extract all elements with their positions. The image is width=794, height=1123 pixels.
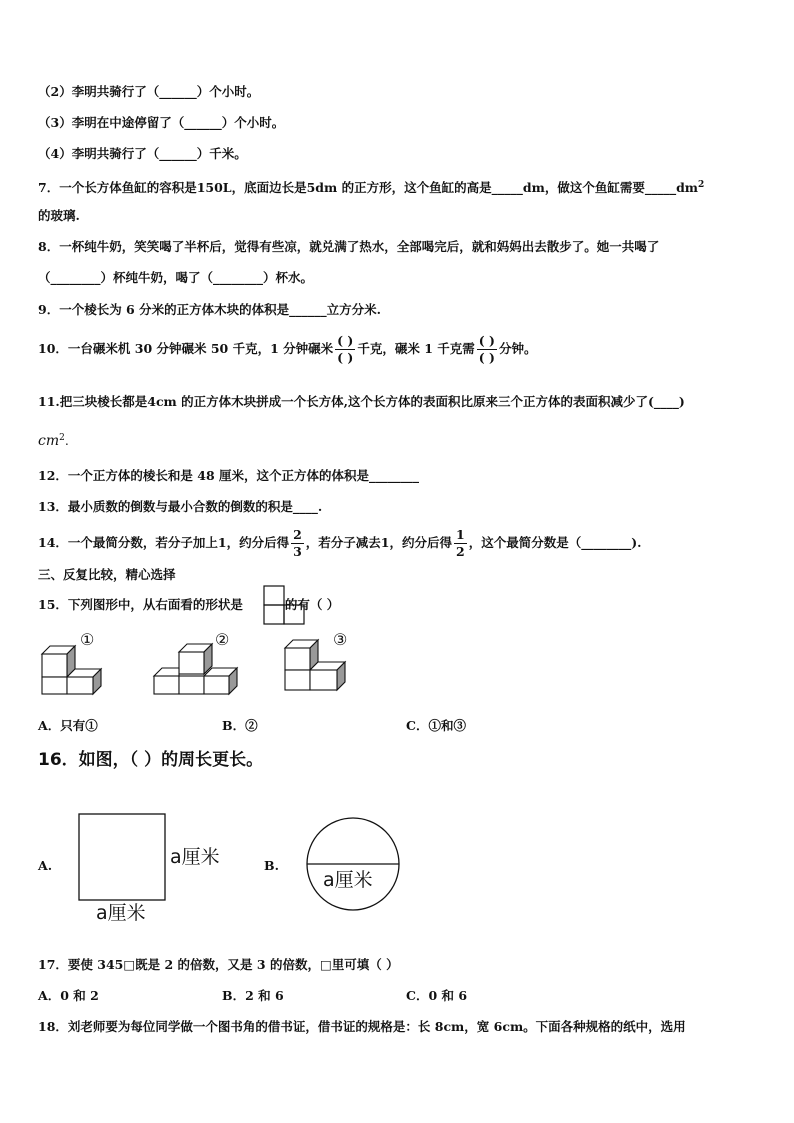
q10-frac2-den: ( ) — [478, 350, 495, 365]
q11-unit: cm — [38, 433, 60, 450]
q15-part2: 的有（ ） — [284, 597, 340, 612]
q15-option-a[interactable]: A．只有① — [38, 718, 98, 733]
q10-frac2-num: ( ) — [478, 333, 495, 348]
q7-sup: 2 — [698, 180, 705, 190]
q18-text: 18．刘老师要为每位同学做一个图书角的借书证，借书证的规格是：长 8cm，宽 6cm。下面各种规格的纸中，选用 — [38, 1019, 686, 1034]
q10-line — [38, 334, 536, 365]
q17-text: 17．要使 345□既是 2 的倍数，又是 3 的倍数，□里可填（ ） — [38, 957, 399, 972]
q16-label-bottom: a厘米 — [96, 902, 146, 924]
q14-f2-num: 1 — [456, 527, 465, 542]
q17-option-b[interactable]: B．2 和 6 — [222, 988, 284, 1003]
q14-f2-den: 2 — [456, 544, 465, 559]
q14-fraction-1 — [291, 528, 304, 559]
q10-part1: 10．一台碾米机 30 分钟碾米 50 千克，1 分钟碾米 — [38, 341, 334, 356]
q17-option-a[interactable]: A．0 和 2 — [38, 988, 99, 1003]
q6-part2: （2）李明共骑行了（______）个小时。 — [38, 84, 260, 99]
q13-text: 13．最小质数的倒数与最小合数的倒数的积是____. — [38, 499, 323, 514]
section-3-heading: 三、反复比较，精心选择 — [38, 567, 176, 582]
q10-part3: 分钟。 — [498, 341, 537, 356]
q15-option-c[interactable]: C．①和③ — [406, 718, 466, 733]
q16-square-figure — [78, 813, 168, 903]
q16-label-side: a厘米 — [170, 846, 220, 868]
q10-fraction-1 — [335, 334, 355, 365]
q15-label-1: ① — [80, 630, 95, 649]
q15-right-view-figure — [263, 585, 307, 627]
q10-part2: 千克，碾米 1 千克需 — [357, 341, 475, 356]
q8-line2: （________）杯纯牛奶，喝了（________）杯水。 — [38, 270, 314, 285]
q7-text: 7．一个长方体鱼缸的容积是150L，底面边长是5dm 的正方形，这个鱼缸的高是_____dm，做这个鱼缸需要_____dm — [38, 180, 699, 196]
q11-end: . — [64, 433, 69, 449]
q10-frac1-num: ( ) — [337, 333, 354, 348]
q6-part4: （4）李明共骑行了（______）千米。 — [38, 146, 247, 161]
q16-option-a[interactable]: A. — [38, 858, 53, 873]
q14-part1: 14．一个最简分数，若分子加上1，约分后得 — [38, 535, 290, 550]
q16-title: 16．如图，（ ）的周长更长。 — [38, 750, 264, 770]
q6-part3: （3）李明在中途停留了（______）个小时。 — [38, 115, 285, 130]
q15-part1: 15．下列图形中，从右面看的形状是 — [38, 597, 243, 612]
q17-option-c[interactable]: C．0 和 6 — [406, 988, 468, 1003]
q14-f1-num: 2 — [293, 527, 302, 542]
q15-label-3: ③ — [333, 630, 348, 649]
q11-sup: 2 — [59, 433, 65, 443]
q15-option-b[interactable]: B．② — [222, 718, 258, 733]
q16-circle-figure — [305, 817, 401, 913]
q10-fraction-2 — [477, 334, 497, 365]
q10-frac1-den: ( ) — [337, 350, 354, 365]
q16-label-diameter: a厘米 — [323, 869, 373, 891]
q16-option-b[interactable]: B. — [264, 858, 279, 873]
q11-line2 — [38, 430, 69, 449]
q15-label-2: ② — [215, 630, 230, 649]
q7-line2: 的玻璃. — [38, 208, 80, 223]
q7-line1 — [38, 177, 704, 196]
q14-part2: ，若分子减去1，约分后得 — [305, 535, 452, 550]
q14-line — [38, 528, 641, 559]
q12-text: 12．一个正方体的棱长和是 48 厘米，这个正方体的体积是________ — [38, 468, 419, 483]
q14-f1-den: 3 — [293, 544, 302, 559]
q11-line1: 11.把三块棱长都是4cm 的正方体木块拼成一个长方体,这个长方体的表面积比原来三个正方体的表面积减少了(____) — [38, 394, 685, 409]
q14-part3: ，这个最简分数是（________). — [468, 535, 642, 550]
q9-text: 9．一个棱长为 6 分米的正方体木块的体积是______立方分米. — [38, 302, 381, 317]
q14-fraction-2 — [454, 528, 467, 559]
q8-line1: 8．一杯纯牛奶，笑笑喝了半杯后，觉得有些凉，就兑满了热水，全部喝完后，就和妈妈出去散步了。她一共喝了 — [38, 239, 660, 254]
